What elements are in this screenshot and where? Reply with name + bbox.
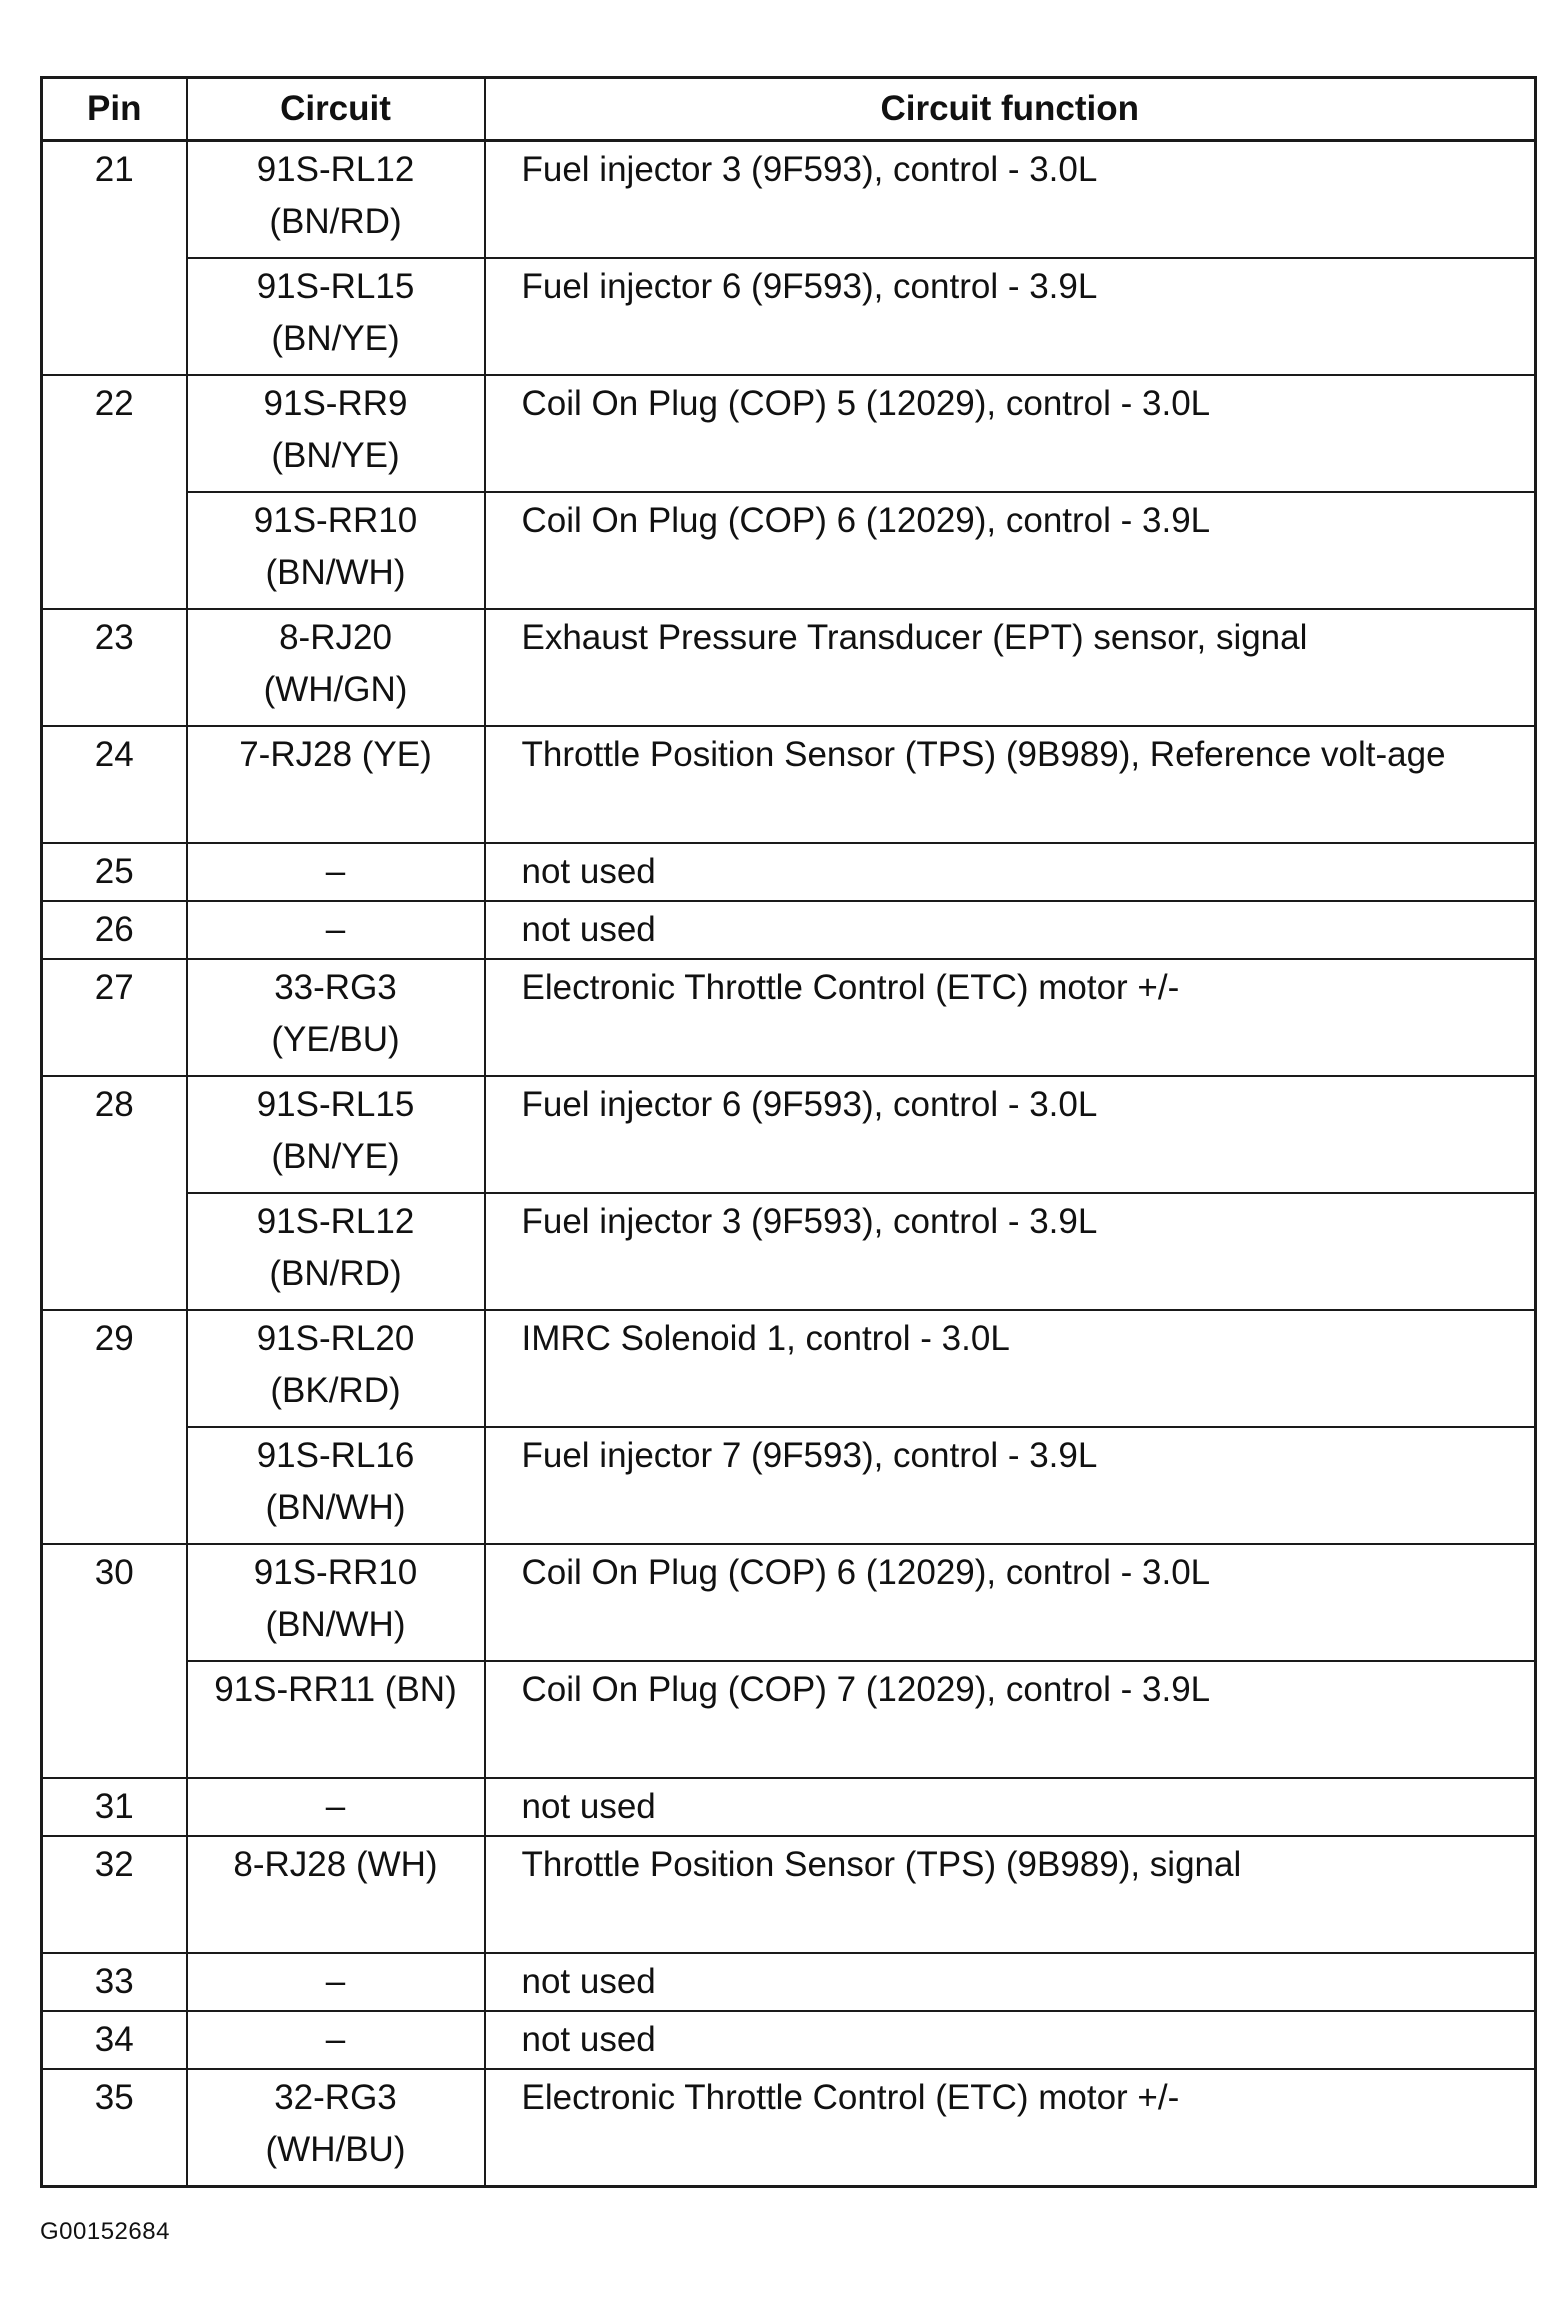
wire-color: (BK/RD): [270, 1371, 401, 1410]
table-row: [42, 843, 1536, 901]
pin-number: 30: [42, 1544, 187, 1778]
circuit-id: –: [325, 852, 346, 891]
table-row: [42, 141, 1536, 259]
circuit-id: 91S-RL15: [256, 1085, 415, 1124]
circuit-cell: [187, 492, 485, 609]
circuit-cell: [187, 1544, 485, 1661]
circuit-function: Coil On Plug (COP) 6 (12029), control - 3.9L: [485, 492, 1536, 609]
wire-color: (BN/YE): [271, 319, 400, 358]
circuit-function: Coil On Plug (COP) 5 (12029), control - 3.0L: [485, 375, 1536, 492]
figure-code: G00152684: [40, 2218, 170, 2245]
circuit-cell: [187, 2069, 485, 2187]
circuit-cell: [187, 2011, 485, 2069]
circuit-function: Fuel injector 6 (9F593), control - 3.9L: [485, 258, 1536, 375]
circuit-function: Throttle Position Sensor (TPS) (9B989), signal: [485, 1836, 1536, 1953]
table-body: [42, 141, 1536, 2187]
circuit-function: Coil On Plug (COP) 6 (12029), control - 3.0L: [485, 1544, 1536, 1661]
table-row: [42, 1953, 1536, 2011]
pin-number: 25: [42, 843, 187, 901]
circuit-id: –: [325, 1962, 346, 2001]
circuit-id: 91S-RR10: [253, 501, 418, 540]
circuit-id: 91S-RL16: [256, 1436, 415, 1475]
circuit-cell: [187, 901, 485, 959]
circuit-cell: [187, 959, 485, 1076]
pin-number: 31: [42, 1778, 187, 1836]
table-row: [42, 1076, 1536, 1193]
circuit-id: 8-RJ20: [279, 618, 392, 657]
circuit-id: –: [325, 1787, 346, 1826]
circuit-function: Electronic Throttle Control (ETC) motor +/-: [485, 2069, 1536, 2187]
pin-number: 26: [42, 901, 187, 959]
circuit-function: not used: [485, 2011, 1536, 2069]
header-circuit-function: Circuit function: [485, 78, 1536, 141]
circuit-cell: [187, 1778, 485, 1836]
circuit-id: –: [325, 910, 346, 949]
circuit-cell: [187, 1836, 485, 1953]
circuit-function: Fuel injector 3 (9F593), control - 3.0L: [485, 141, 1536, 259]
table-row: [42, 492, 1536, 609]
circuit-id: 91S-RR11 (BN): [214, 1670, 457, 1709]
wire-color: (WH/BU): [265, 2130, 406, 2169]
pin-number: 23: [42, 609, 187, 726]
table-row: [42, 258, 1536, 375]
pin-number: 34: [42, 2011, 187, 2069]
wire-color: (WH/GN): [263, 670, 408, 709]
pin-number: 33: [42, 1953, 187, 2011]
table-header-row: [42, 78, 1536, 141]
circuit-function: IMRC Solenoid 1, control - 3.0L: [485, 1310, 1536, 1427]
circuit-id: 33-RG3: [274, 968, 397, 1007]
circuit-id: 32-RG3: [274, 2078, 397, 2117]
pin-number: 29: [42, 1310, 187, 1544]
circuit-id: 91S-RL12: [256, 150, 415, 189]
table-row: [42, 1544, 1536, 1661]
circuit-cell: [187, 258, 485, 375]
circuit-function: Throttle Position Sensor (TPS) (9B989), Reference volt-age: [485, 726, 1536, 843]
circuit-cell: [187, 1076, 485, 1193]
table-row: [42, 726, 1536, 843]
table-row: [42, 1193, 1536, 1310]
circuit-cell: [187, 1193, 485, 1310]
circuit-cell: [187, 375, 485, 492]
circuit-id: 8-RJ28 (WH): [233, 1845, 438, 1884]
circuit-id: 91S-RR9: [263, 384, 408, 423]
pin-number: 27: [42, 959, 187, 1076]
circuit-id: 91S-RL12: [256, 1202, 415, 1241]
table-row: [42, 1778, 1536, 1836]
circuit-function: not used: [485, 843, 1536, 901]
table-row: [42, 1836, 1536, 1953]
table-row: [42, 2069, 1536, 2187]
circuit-cell: [187, 1310, 485, 1427]
circuit-function: not used: [485, 1953, 1536, 2011]
circuit-cell: [187, 1953, 485, 2011]
circuit-cell: [187, 1427, 485, 1544]
circuit-function: Fuel injector 6 (9F593), control - 3.0L: [485, 1076, 1536, 1193]
circuit-cell: [187, 726, 485, 843]
circuit-function: Fuel injector 3 (9F593), control - 3.9L: [485, 1193, 1536, 1310]
table-row: [42, 375, 1536, 492]
table-row: [42, 901, 1536, 959]
circuit-id: 7-RJ28 (YE): [239, 735, 432, 774]
pin-number: 32: [42, 1836, 187, 1953]
header-circuit: Circuit: [187, 78, 485, 141]
circuit-cell: [187, 609, 485, 726]
wire-color: (BN/RD): [269, 202, 402, 241]
circuit-function: not used: [485, 1778, 1536, 1836]
table-row: [42, 1427, 1536, 1544]
wire-color: (BN/RD): [269, 1254, 402, 1293]
circuit-id: 91S-RL15: [256, 267, 415, 306]
table-row: [42, 2011, 1536, 2069]
circuit-cell: [187, 1661, 485, 1778]
pin-number: 21: [42, 141, 187, 376]
wire-color: (BN/WH): [265, 1488, 406, 1527]
circuit-function: Electronic Throttle Control (ETC) motor +/-: [485, 959, 1536, 1076]
pin-number: 28: [42, 1076, 187, 1310]
circuit-id: –: [325, 2020, 346, 2059]
circuit-function: Fuel injector 7 (9F593), control - 3.9L: [485, 1427, 1536, 1544]
circuit-function: not used: [485, 901, 1536, 959]
wire-color: (BN/YE): [271, 1137, 400, 1176]
circuit-cell: [187, 843, 485, 901]
table-row: [42, 1661, 1536, 1778]
circuit-id: 91S-RR10: [253, 1553, 418, 1592]
circuit-cell: [187, 141, 485, 259]
pin-circuit-table: [40, 76, 1537, 2188]
header-pin: Pin: [42, 78, 187, 141]
table-row: [42, 959, 1536, 1076]
circuit-id: 91S-RL20: [256, 1319, 415, 1358]
table-row: [42, 609, 1536, 726]
pin-number: 22: [42, 375, 187, 609]
circuit-function: Coil On Plug (COP) 7 (12029), control - 3.9L: [485, 1661, 1536, 1778]
wire-color: (BN/WH): [265, 1605, 406, 1644]
wire-color: (BN/WH): [265, 553, 406, 592]
wire-color: (BN/YE): [271, 436, 400, 475]
pin-number: 35: [42, 2069, 187, 2187]
wire-color: (YE/BU): [271, 1020, 400, 1059]
pin-number: 24: [42, 726, 187, 843]
circuit-function: Exhaust Pressure Transducer (EPT) sensor, signal: [485, 609, 1536, 726]
table-row: [42, 1310, 1536, 1427]
